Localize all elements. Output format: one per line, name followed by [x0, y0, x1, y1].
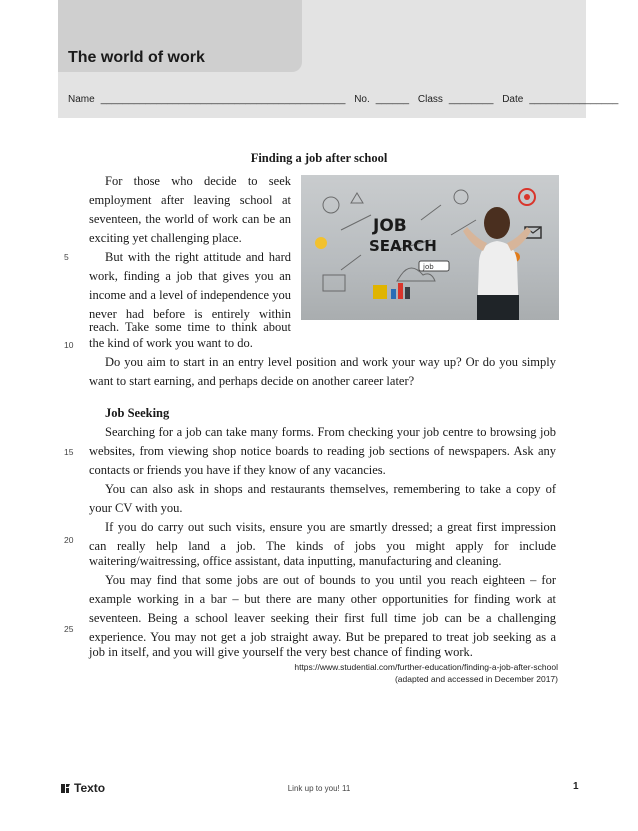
text-line: waitering/waitressing, office assistant, data inputting, manufacturing and cleaning. [89, 554, 502, 568]
line-number: 15 [64, 447, 74, 457]
text-line: But with the right attitude and hard [105, 250, 291, 264]
text-line: If you do carry out such visits, ensure you are smartly dressed; a great first impression [105, 520, 556, 534]
text-line: exciting yet challenging place. [89, 231, 242, 245]
line-number: 5 [64, 252, 69, 262]
text-line: experience. You may not get a job straight away. But be prepared to treat job seeking as a [89, 630, 556, 644]
text-line: the kind of work you want to do. [89, 336, 253, 350]
text-line: Searching for a job can take many forms. From checking your job centre to browsing job [105, 425, 556, 439]
text-line: seventeen, the world of work can be an [89, 212, 291, 226]
text-line: reach. Take some time to think about [89, 320, 291, 334]
text-line: work, finding a job that gives you an [89, 269, 291, 283]
job-search-photo [301, 175, 559, 320]
text-line: contacts or friends you have if they know of any vacancies. [89, 463, 386, 477]
publisher-name: Texto [74, 781, 106, 795]
text-line: You may find that some jobs are out of bounds to you until you reach eighteen – for [105, 573, 556, 587]
date-field[interactable]: ________________ [529, 94, 619, 105]
class-field[interactable]: ________ [448, 94, 494, 105]
number-field[interactable]: ______ [375, 94, 410, 105]
text-line: your CV with you. [89, 501, 183, 515]
class-label: Class [417, 94, 443, 105]
date-label: Date [502, 94, 524, 105]
page-number: 1 [573, 781, 579, 792]
number-label: No. [354, 94, 370, 105]
text-line: want to start earning, and perhaps decide on another career later? [89, 374, 415, 388]
text-line: Do you aim to start in an entry level position and work your way up? Or do you simply [105, 355, 556, 369]
source-note: (adapted and accessed in December 2017) [394, 674, 558, 684]
text-line: seventeen. Being a school leaver seeking their first full time job can be a challenging [89, 611, 556, 625]
text-line: employment after leaving school at [89, 193, 291, 207]
line-number: 10 [64, 340, 74, 350]
line-number: 25 [64, 624, 74, 634]
text-line: example working in a bar – but there are many other opportunities for finding work at [89, 592, 556, 606]
article-title: Finding a job after school [250, 151, 388, 165]
name-field[interactable]: ____________________________________________ [100, 94, 346, 105]
image-text-job: JOB [373, 216, 407, 236]
name-label: Name [68, 94, 95, 105]
source-url[interactable]: https://www.studential.com/further-education/finding-a-job-after-school [294, 662, 558, 672]
line-number: 20 [64, 535, 74, 545]
text-line: never had before is entirely within [89, 307, 291, 321]
text-line: You can also ask in shops and restaurants themselves, remembering to take a copy of [105, 482, 556, 496]
image-text-box: job [423, 263, 434, 271]
section-heading: Job Seeking [105, 406, 170, 420]
text-line: can really help land a job. The kinds of jobs you might apply for include [89, 539, 556, 553]
image-text-search: SEARCH [369, 237, 437, 255]
footer-book-title: Link up to you! 11 [287, 784, 351, 793]
text-line: job in itself, and you will give yourself the very best chance of finding work. [89, 645, 473, 659]
text-line: income and a level of independence you [89, 288, 291, 302]
text-line: For those who decide to seek [105, 174, 291, 188]
worksheet-title: The world of work [68, 49, 205, 66]
text-line: websites, from viewing shop notice boards to reading job sections of newspapers. Ask any [89, 444, 556, 458]
woman-figure [463, 207, 531, 320]
